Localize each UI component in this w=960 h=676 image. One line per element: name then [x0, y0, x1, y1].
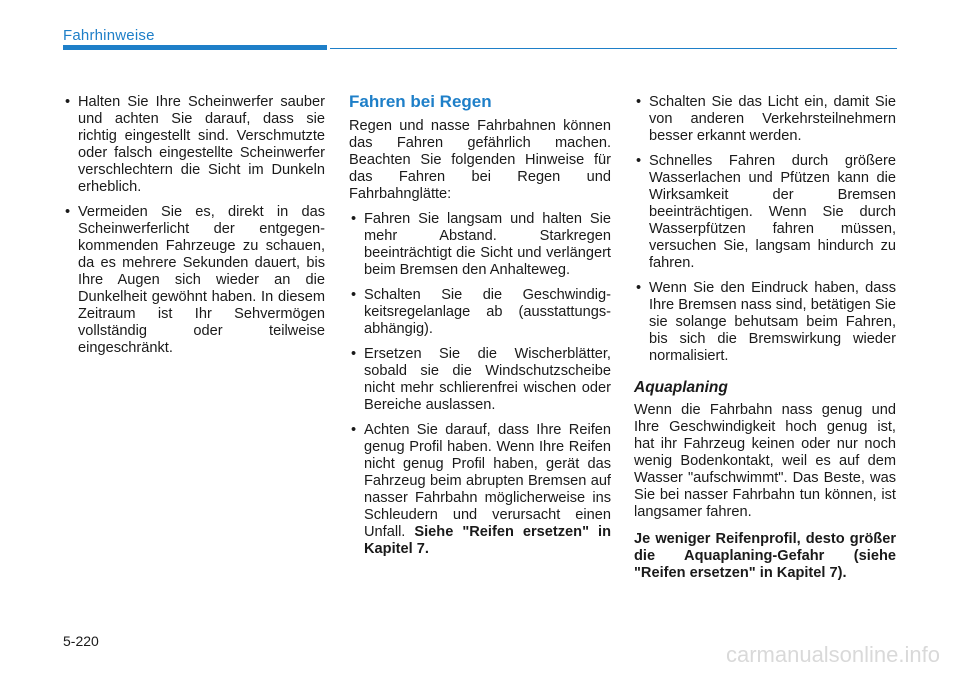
column-right	[634, 94, 896, 590]
list-item: • Ersetzen Sie die Wischerblätter, sobald sie die Windschutzscheibe nicht mehr schlierenfrei wischen oder Bereiche auslassen.	[349, 346, 611, 414]
list-item-text: Achten Sie darauf, dass Ihre Reifen genug Profil haben. Wenn Ihre Reifen nicht genug Profil haben, gerät das Fahrzeug beim abrupten Bremsen auf nasser Fahrbahn möglicherweise ins Schleudern und verursacht einen Unfall.	[364, 422, 611, 540]
list-item: • Schalten Sie das Licht ein, damit Sie von anderen Verkehrsteilnehmern besser erkannt werden.	[634, 94, 896, 145]
column-left	[63, 94, 325, 365]
watermark: carmanualsonline.info	[725, 642, 940, 667]
list-item: • Fahren Sie langsam und halten Sie mehr Abstand. Starkregen beeinträchtigt die Sicht und verlängert beim Bremsen den Anhalteweg.	[349, 211, 611, 279]
list-item: • Schnelles Fahren durch größere Wasserlachen und Pfützen kann die Wirksamkeit der Bremsen beeinträchtigen. Wenn Sie durch Wasserpfützen fahren müssen, versuchen Sie, langsam hindurch zu fahren.	[634, 153, 896, 272]
section-heading: Fahren bei Regen	[349, 92, 492, 111]
section-title: Fahrhinweise	[63, 27, 155, 44]
bullet-list	[349, 211, 611, 558]
cross-reference: Siehe "Reifen ersetzen" in Kapitel 7.	[364, 524, 611, 557]
list-item: • Schalten Sie die Geschwindigkeitsregelanlage ab (ausstattungsabhängig).	[349, 287, 611, 338]
header-rule-thick	[63, 45, 327, 50]
list-item: • Halten Sie Ihre Scheinwerfer sauber und achten Sie darauf, dass sie richtig eingestellt sind. Verschmutzte oder falsch eingestellte Scheinwerfer verschlechtern die Sicht im Dunkeln erheblich.	[63, 94, 325, 196]
header-rule-thin	[330, 48, 897, 49]
aquaplaning-paragraph: Wenn die Fahrbahn nass genug und Ihre Geschwindigkeit hoch genug ist, hat ihr Fahrzeug keinen oder nur noch wenig Bodenkontakt, weil es auf dem Wasser "aufschwimmt". Das Beste, was Sie bei nasser Fahrbahn tun können, ist langsamer fahren.	[634, 402, 896, 520]
subheading-aquaplaning: Aquaplaning	[634, 379, 728, 396]
bullet-list	[63, 94, 325, 357]
intro-paragraph: Regen und nasse Fahrbahnen können das Fahren gefährlich machen. Beachten Sie folgenden Hinweise für das Fahren bei Regen und Fahrbahnglätte:	[349, 118, 611, 202]
bullet-list	[634, 94, 896, 365]
list-item: • Wenn Sie den Eindruck haben, dass Ihre Bremsen nass sind, betätigen Sie sie solange behutsam beim Fahren, bis sich die Bremswirkung wieder normalisiert.	[634, 280, 896, 365]
list-item	[349, 422, 611, 558]
column-middle	[349, 93, 611, 566]
aquaplaning-warning: Je weniger Reifenprofil, desto größer die Aquaplaning-Gefahr (siehe "Reifen ersetzen" in Kapitel 7).	[634, 531, 896, 581]
list-item: • Vermeiden Sie es, direkt in das Scheinwerferlicht der entgegenkommenden Fahrzeuge zu schauen, da es mehrere Sekunden dauert, bis Ihre Augen sich wieder an die Dunkelheit gewöhnt haben. In diesem Zeitraum ist Ihr Sehvermögen vollständig oder teilweise eingeschränkt.	[63, 204, 325, 357]
page-number: 5-220	[63, 633, 99, 649]
